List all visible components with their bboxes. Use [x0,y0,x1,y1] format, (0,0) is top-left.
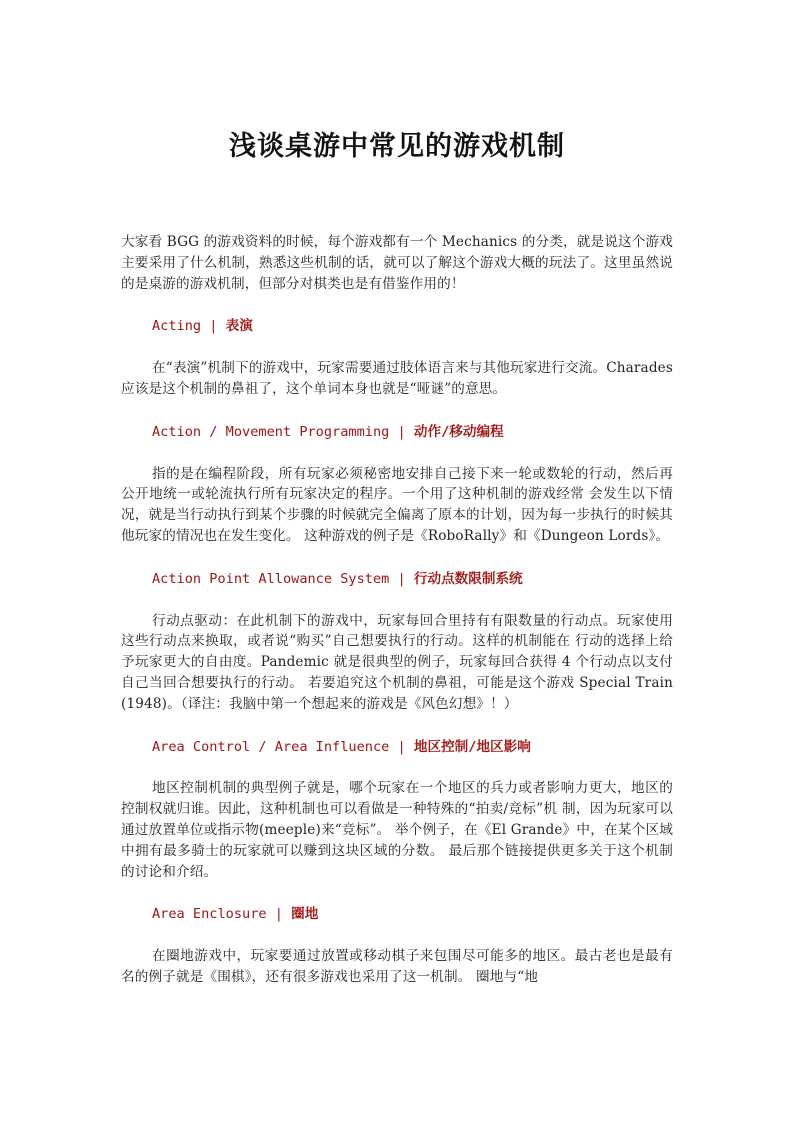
section-body-action-movement-programming: 指的是在编程阶段，所有玩家必须秘密地安排自己接下来一轮或数轮的行动，然后再公开地统一或轮流执行所有玩家决定的程序。一个用了这种机制的游戏经常 会发生以下情况，就是当行动执行到某个步骤的时候就完全偏离了原本的计划，因为每一步执行的时候其他玩家的情况也在发生变化。 这种游戏的例子是《RoboRally》和《Dungeon Lords》。 [121,465,673,544]
section-heading-action-point-allowance [121,569,673,590]
section-body-area-control: 地区控制机制的典型例子就是，哪个玩家在一个地区的兵力或者影响力更大，地区的控制权就归谁。因此，这种机制也可以看做是一种特殊的“拍卖/竞标”机 制，因为玩家可以通过放置单位或指示物(meeple)来“竞标”。 举个例子，在《El Grande》中，在某个区域中拥有最多骑士的玩家就可以赚到这块区域的分数。 最后那个链接提供更多关于这个机制的讨论和介绍。 [121,780,673,880]
section-heading-cn: 行动点数限制系统 [413,570,523,587]
section-heading-action-movement-programming [121,422,673,443]
section-heading-area-enclosure [121,904,673,925]
section-heading-cn: 表演 [225,318,253,335]
section-heading-cn: 圈地 [291,906,319,923]
section-heading-en: Acting | [152,318,226,335]
section-body-action-point-allowance: 行动点驱动：在此机制下的游戏中，玩家每回合里持有有限数量的行动点。玩家使用这些行动点来换取，或者说“购买”自己想要执行的行动。这样的机制能在 行动的选择上给予玩家更大的自由度。Pandemic 就是很典型的例子，玩家每回合获得 4 个行动点以支付自己当回合想要执行的行动。 若要追究这个机制的鼻祖，可能是这个游戏 Special Train (1948)。（译注：我脑中第一个想起来的游戏是《风色幻想》！） [121,612,673,712]
section-body-area-enclosure: 在圈地游戏中，玩家要通过放置或移动棋子来包围尽可能多的地区。最古老也是最有名的例子就是《围棋》，还有很多游戏也采用了这一机制。 圈地与“地 [121,948,673,985]
section-heading-cn: 地区控制/地区影响 [413,738,531,755]
section-heading-en: Action / Movement Programming | [152,423,414,440]
document-title: 浅谈桌游中常见的游戏机制 [229,131,565,162]
section-heading-area-control [121,737,673,758]
section-heading-en: Area Control / Area Influence | [152,738,414,755]
section-body-acting: 在“表演”机制下的游戏中，玩家需要通过肢体语言来与其他玩家进行交流。Charades 应该是这个机制的鼻祖了，这个单词本身也就是“哑谜”的意思。 [121,360,673,397]
section-heading-acting [121,316,673,337]
document-body [121,232,673,988]
section-heading-en: Area Enclosure | [152,906,292,923]
section-heading-cn: 动作/移动编程 [413,423,504,440]
section-heading-en: Action Point Allowance System | [152,570,414,587]
intro-paragraph: 大家看 BGG 的游戏资料的时候，每个游戏都有一个 Mechanics 的分类，就是说这个游戏主要采用了什么机制，熟悉这些机制的话，就可以了解这个游戏大概的玩法了。这里虽然说的是桌游的游戏机制，但部分对棋类也是有借鉴作用的！ [121,234,673,292]
